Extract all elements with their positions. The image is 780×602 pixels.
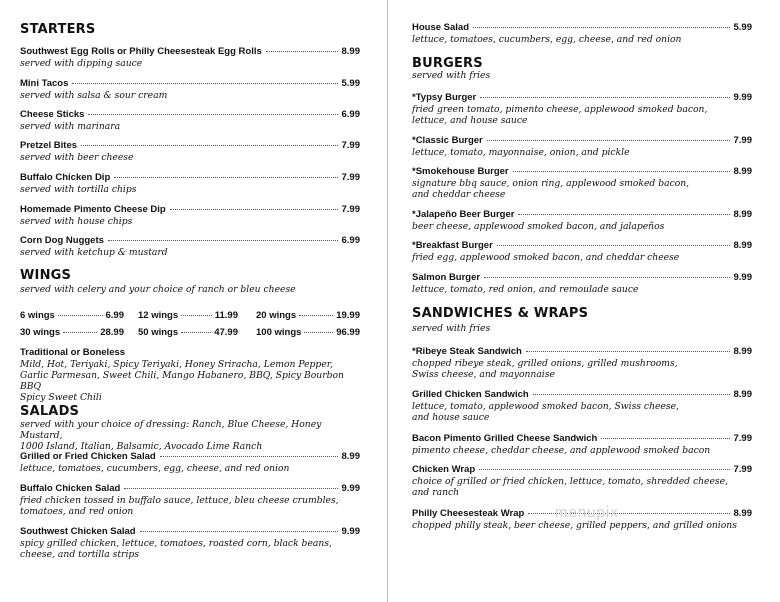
- wing-price: 28.99: [100, 327, 124, 338]
- item-price: 8.99: [341, 451, 360, 462]
- menu-item: [20, 46, 360, 69]
- wing-count: 12 wings: [138, 310, 179, 321]
- menu-item: [412, 22, 752, 45]
- item-description: lettuce, tomatoes, cucumbers, egg, cheese, and red onion: [20, 463, 290, 474]
- item-price: 7.99: [733, 433, 752, 444]
- item-price: 9.99: [733, 92, 752, 103]
- item-description: served with marinara: [20, 121, 121, 132]
- wing-flavors: [20, 347, 360, 403]
- item-description: chopped ribeye steak, grilled onions, grilled mushrooms, Swiss cheese, and mayonnaise: [412, 358, 678, 380]
- item-description: pimento cheese, cheddar cheese, and applewood smoked bacon: [412, 445, 711, 456]
- item-description: served with beer cheese: [20, 152, 134, 163]
- item-description: fried green tomato, pimento cheese, applewood smoked bacon, lettuce, and house sauce: [412, 104, 708, 126]
- menu-item: [412, 240, 752, 263]
- flavors-title: Traditional or Boneless: [20, 347, 126, 358]
- item-description: lettuce, tomato, red onion, and remoulade sauce: [412, 284, 639, 295]
- menu-item: [20, 526, 360, 560]
- menu-item: [412, 433, 752, 456]
- menu-item: [20, 172, 360, 195]
- item-name: *Typsy Burger: [412, 92, 477, 103]
- menu-item: [20, 109, 360, 132]
- item-price: 7.99: [341, 140, 360, 151]
- item-description: served with tortilla chips: [20, 184, 137, 195]
- menu-item: [20, 235, 360, 258]
- item-name: Cheese Sticks: [20, 109, 85, 120]
- wing-count: 50 wings: [138, 327, 179, 338]
- item-description: served with dipping sauce: [20, 58, 143, 69]
- item-name: *Breakfast Burger: [412, 240, 493, 251]
- item-name: *Smokehouse Burger: [412, 166, 509, 177]
- item-description: served with salsa & sour cream: [20, 90, 168, 101]
- item-description: beer cheese, applewood smoked bacon, and jalapeños: [412, 221, 665, 232]
- item-description: lettuce, tomatoes, cucumbers, egg, cheese, and red onion: [412, 34, 682, 45]
- wing-price: 47.99: [214, 327, 238, 338]
- menu-item: [412, 389, 752, 423]
- item-description: lettuce, tomato, mayonnaise, onion, and pickle: [412, 147, 630, 158]
- item-price: 8.99: [733, 166, 752, 177]
- menu-item: [412, 209, 752, 232]
- item-name: Pretzel Bites: [20, 140, 78, 151]
- flavors-list: Mild, Hot, Teriyaki, Spicy Teriyaki, Honey Sriracha, Lemon Pepper, Garlic Parmesan, Sweet Chili, Mango Habanero, BBQ, Spicy Bourbon BBQ Spicy Sweet Chili: [20, 359, 344, 403]
- item-price: 7.99: [341, 172, 360, 183]
- item-name: Buffalo Chicken Salad: [20, 483, 121, 494]
- wings-note: served with celery and your choice of ranch or bleu cheese: [20, 284, 296, 295]
- item-price: 5.99: [341, 78, 360, 89]
- item-name: Bacon Pimento Grilled Cheese Sandwich: [412, 433, 598, 444]
- item-description: chopped philly steak, beer cheese, grilled peppers, and grilled onions: [412, 520, 737, 531]
- item-description: served with ketchup & mustard: [20, 247, 168, 258]
- item-price: 7.99: [733, 135, 752, 146]
- menu-item: [412, 135, 752, 158]
- item-price: 9.99: [341, 526, 360, 537]
- item-name: Grilled Chicken Sandwich: [412, 389, 529, 400]
- item-description: choice of grilled or fried chicken, lettuce, tomato, shredded cheese, and ranch: [412, 476, 728, 498]
- item-description: served with house chips: [20, 216, 133, 227]
- item-name: House Salad: [412, 22, 470, 33]
- item-price: 9.99: [341, 483, 360, 494]
- wings-row: [20, 310, 360, 322]
- item-name: Salmon Burger: [412, 272, 481, 283]
- item-name: *Classic Burger: [412, 135, 483, 146]
- salads-title: SALADS: [20, 404, 80, 419]
- menu-item: [412, 346, 752, 380]
- wing-price: 19.99: [336, 310, 360, 321]
- item-name: Homemade Pimento Cheese Dip: [20, 204, 166, 215]
- menu-item: [20, 451, 360, 474]
- item-price: 5.99: [733, 22, 752, 33]
- sandwiches-title: SANDWICHES & WRAPS: [412, 306, 589, 321]
- menu-item: [412, 272, 752, 295]
- item-description: fried chicken tossed in buffalo sauce, lettuce, bleu cheese crumbles, tomatoes, and red onion: [20, 495, 339, 517]
- wings-row: [20, 327, 360, 339]
- wing-price: 6.99: [105, 310, 124, 321]
- item-name: *Ribeye Steak Sandwich: [412, 346, 522, 357]
- wing-count: 20 wings: [256, 310, 297, 321]
- burgers-title: BURGERS: [412, 56, 483, 71]
- wing-count: 100 wings: [256, 327, 302, 338]
- item-description: lettuce, tomato, applewood smoked bacon, Swiss cheese, and house sauce: [412, 401, 679, 423]
- menu-item: [20, 483, 360, 517]
- item-name: Grilled or Fried Chicken Salad: [20, 451, 156, 462]
- menu-item: [412, 166, 752, 200]
- item-name: Philly Cheesesteak Wrap: [412, 508, 525, 519]
- menu-item: [20, 78, 360, 101]
- menu-item: [20, 204, 360, 227]
- item-name: Mini Tacos: [20, 78, 69, 89]
- item-price: 7.99: [733, 464, 752, 475]
- item-price: 8.99: [733, 346, 752, 357]
- item-description: fried egg, applewood smoked bacon, and cheddar cheese: [412, 252, 680, 263]
- item-price: 9.99: [733, 272, 752, 283]
- item-name: Chicken Wrap: [412, 464, 476, 475]
- item-name: Southwest Egg Rolls or Philly Cheesesteak Egg Rolls: [20, 46, 262, 57]
- watermark: menupix: [555, 504, 619, 521]
- item-price: 8.99: [733, 240, 752, 251]
- item-description: spicy grilled chicken, lettuce, tomatoes, roasted corn, black beans, cheese, and tortilla strips: [20, 538, 332, 560]
- item-price: 8.99: [733, 508, 752, 519]
- burgers-note: served with fries: [412, 70, 491, 81]
- item-price: 6.99: [341, 109, 360, 120]
- column-divider: [387, 0, 388, 602]
- item-price: 6.99: [341, 235, 360, 246]
- menu-item: [412, 464, 752, 498]
- item-name: Southwest Chicken Salad: [20, 526, 136, 537]
- salads-note: served with your choice of dressing: Ranch, Blue Cheese, Honey Mustard, 1000 Island, Italian, Balsamic, Avocado Lime Ranch: [20, 419, 322, 452]
- wing-count: 30 wings: [20, 327, 61, 338]
- item-price: 7.99: [341, 204, 360, 215]
- item-name: Buffalo Chicken Dip: [20, 172, 111, 183]
- menu-item: [20, 140, 360, 163]
- wing-price: 11.99: [214, 310, 238, 321]
- item-name: *Jalapeño Beer Burger: [412, 209, 515, 220]
- item-name: Corn Dog Nuggets: [20, 235, 104, 246]
- wing-count: 6 wings: [20, 310, 55, 321]
- wings-title: WINGS: [20, 268, 72, 283]
- item-price: 8.99: [733, 389, 752, 400]
- wing-price: 96.99: [336, 327, 360, 338]
- sandwiches-note: served with fries: [412, 323, 491, 334]
- item-description: signature bbq sauce, onion ring, applewood smoked bacon, and cheddar cheese: [412, 178, 690, 200]
- starters-title: STARTERS: [20, 22, 96, 37]
- menu-item: [412, 92, 752, 126]
- item-price: 8.99: [341, 46, 360, 57]
- item-price: 8.99: [733, 209, 752, 220]
